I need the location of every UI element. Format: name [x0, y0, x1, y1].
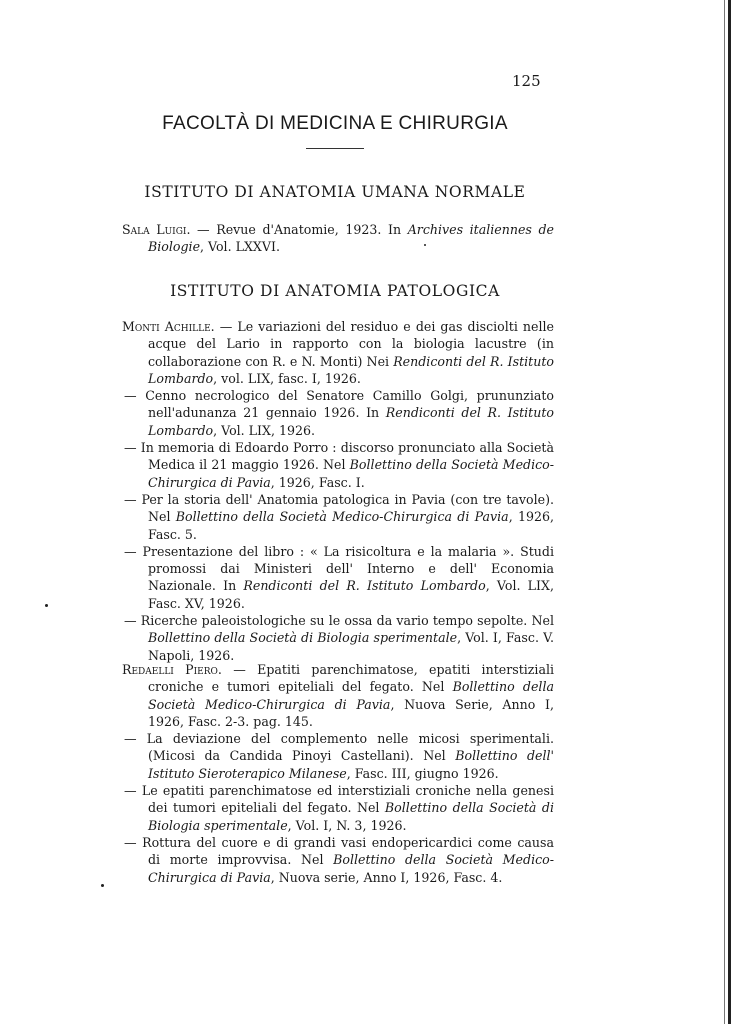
bibliography-item: — La deviazione del complemento nelle micosi sperimentali. (Micosi da Candida Pinoyi Castellani). Nel Bollettino dell' Istituto Sieroterapico Milanese, Fasc. III, giugno 1926. [124, 731, 554, 781]
entry-sala-luigi: Sala Luigi. — Revue d'Anatomie, 1923. In Archives italiennes de Biologie, Vol. LXXVI. [122, 222, 554, 255]
page-edge [728, 0, 731, 1024]
bibliography-item: — Presentazione del libro : « La risicoltura e la malaria ». Studi promossi dai Ministeri dell' Interno e dell' Economia Nazionale. In Rendiconti del R. Istituto Lombardo, Vol. LIX, Fasc. XV, 1926. [124, 543, 554, 611]
print-speck [101, 884, 104, 887]
page-edge-inner [724, 0, 725, 1024]
bibliography-item: Monti Achille. — Le variazioni del residuo e dei gas disciolti nelle acque del Lario in rapporto con la biologia lacustre (in collaborazione con R. e N. Monti) Nei Rendiconti del R. Istituto Lombardo, vol. LIX, fasc. I, 1926. [122, 319, 554, 386]
author-name: Monti Achille. [122, 319, 215, 334]
bibliography-item: — Per la storia dell' Anatomia patologica in Pavia (con tre tavole). Nel Bollettino della Società Medico-Chirurgica di Pavia, 1926, Fasc. 5. [124, 491, 554, 542]
print-speck [45, 604, 48, 607]
entry-redaelli-piero [122, 661, 554, 886]
journal-title: Archives italiennes de Biologie [148, 222, 554, 255]
bibliography-item: Redaelli Piero. — Epatiti parenchimatose, epatiti interstiziali croniche e tumori epiteliali del fegato. Nel Bollettino della Società Medico-Chirurgica di Pavia, Nuova Serie, Anno I, 1926, Fasc. 2-3. pag. 145. [122, 662, 555, 729]
print-speck [424, 244, 426, 246]
entry-monti-achille [122, 318, 554, 664]
author-name: Sala Luigi. [122, 222, 191, 237]
faculty-title: FACOLTÀ DI MEDICINA E CHIRURGIA [162, 113, 508, 134]
bibliography-item: — Cenno necrologico del Senatore Camillo Golgi, prununziato nell'adunanza 21 gennaio 1926. In Rendiconti del R. Istituto Lombardo, Vol. LIX, 1926. [124, 388, 554, 438]
author-name: Redaelli Piero. [122, 662, 222, 677]
bibliography-item: — Rottura del cuore e di grandi vasi endopericardici come causa di morte improvvisa. Nel Bollettino della Società Medico-Chirurgica di Pavia, Nuova serie, Anno I, 1926, Fasc. 4. [124, 834, 554, 885]
page-number: 125 [512, 72, 541, 90]
section-heading-anatomia-patologica: ISTITUTO DI ANATOMIA PATOLOGICA [170, 282, 500, 300]
bibliography-item: — Ricerche paleoistologiche su le ossa da vario tempo sepolte. Nel Bollettino della Società di Biologia sperimentale, Vol. I, Fasc. V. Napoli, 1926. [124, 613, 554, 663]
bibliography-item: — In memoria di Edoardo Porro : discorso pronunciato alla Società Medica il 21 maggio 1926. Nel Bollettino della Società Medico-Chirurgica di Pavia, 1926, Fasc. I. [124, 440, 555, 490]
section-heading-anatomia-umana: ISTITUTO DI ANATOMIA UMANA NORMALE [144, 183, 526, 201]
title-rule [306, 148, 364, 149]
bibliography-item: — Le epatiti parenchimatose ed interstiziali croniche nella genesi dei tumori epiteliali del fegato. Nel Bollettino della Società di Biologia sperimentale, Vol. I, N. 3, 1926. [124, 783, 554, 833]
